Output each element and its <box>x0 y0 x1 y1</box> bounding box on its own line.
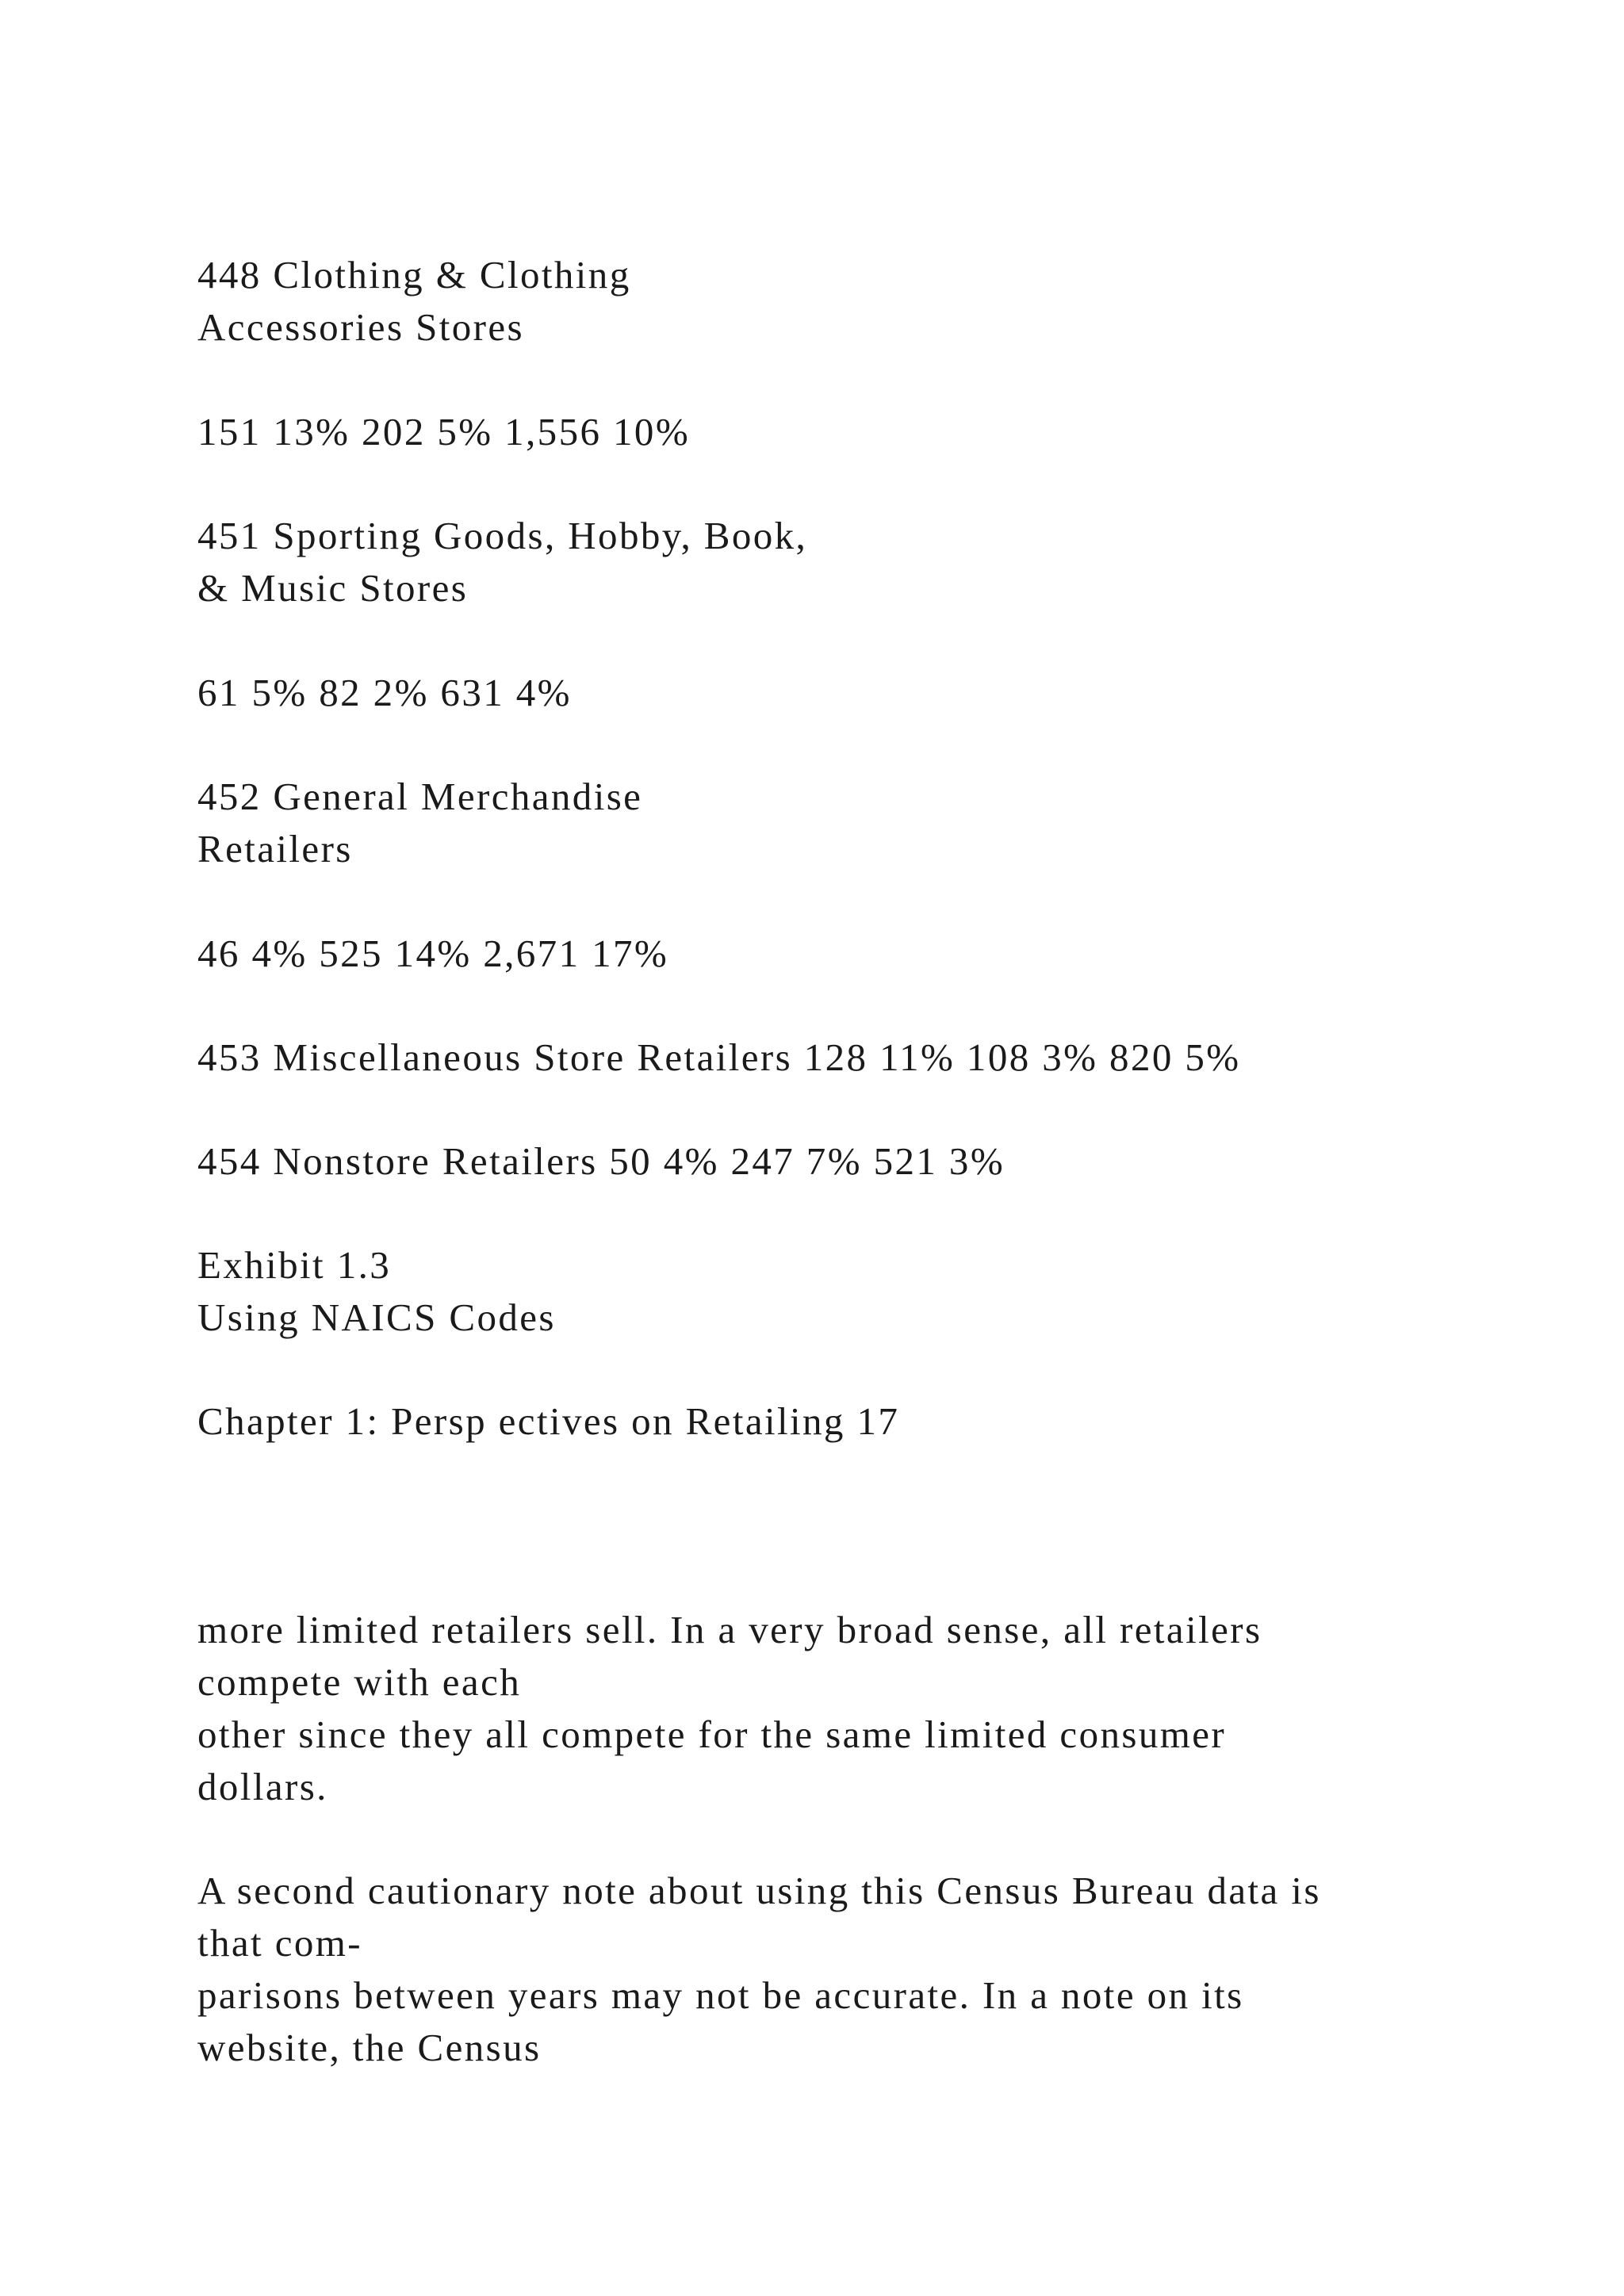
body-paragraph-2-line-1: A second cautionary note about using this Census Bureau data is <box>197 1869 1321 1912</box>
row-454: 454 Nonstore Retailers 50 4% 247 7% 521 3% <box>197 1139 1005 1183</box>
exhibit-label: Exhibit 1.3 <box>197 1243 392 1287</box>
running-footer: Chapter 1: Persp ectives on Retailing 17 <box>197 1399 900 1443</box>
row-452-name-line1: 452 General Merchandise <box>197 775 643 818</box>
row-448-values: 151 13% 202 5% 1,556 10% <box>197 410 691 453</box>
row-453: 453 Miscellaneous Store Retailers 128 11% 108 3% 820 5% <box>197 1035 1241 1079</box>
row-448-name-line2: Accessories Stores <box>197 305 524 349</box>
body-paragraph-1-line-2: compete with each <box>197 1660 522 1704</box>
body-paragraph-1-line-4: dollars. <box>197 1765 328 1808</box>
row-452-values: 46 4% 525 14% 2,671 17% <box>197 932 669 975</box>
body-paragraph-2-line-3: parisons between years may not be accurate. In a note on its <box>197 1973 1244 2017</box>
row-451-name-line1: 451 Sporting Goods, Hobby, Book, <box>197 514 808 557</box>
exhibit-title: Using NAICS Codes <box>197 1295 556 1339</box>
body-paragraph-1-line-3: other since they all compete for the same limited consumer <box>197 1712 1227 1756</box>
row-451-name-line2: & Music Stores <box>197 566 469 610</box>
row-451-values: 61 5% 82 2% 631 4% <box>197 671 572 714</box>
body-paragraph-2-line-4: website, the Census <box>197 2026 542 2069</box>
body-paragraph-1-line-1: more limited retailers sell. In a very broad sense, all retailers <box>197 1608 1262 1651</box>
row-448-name-line1: 448 Clothing & Clothing <box>197 253 631 297</box>
row-452-name-line2: Retailers <box>197 827 353 871</box>
body-paragraph-2-line-2: that com- <box>197 1921 363 1965</box>
